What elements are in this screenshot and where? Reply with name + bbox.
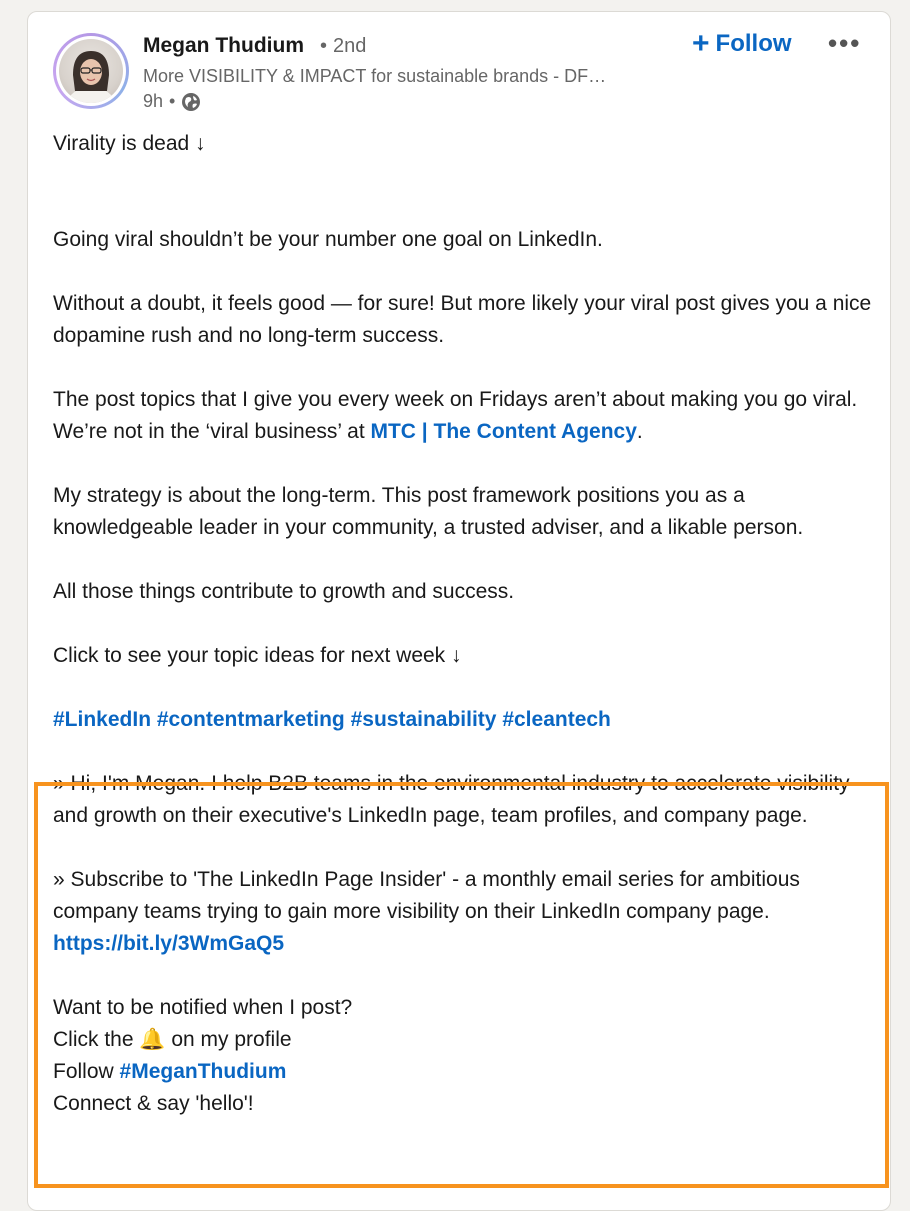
plus-icon: + — [692, 27, 710, 60]
post-line-1: Virality is dead ↓ — [53, 132, 206, 155]
post-paragraph-4: My strategy is about the long-term. This post framework positions you as a knowledgeable leader in your community, a trusted adviser, and a likable person. — [53, 484, 804, 539]
more-options-button[interactable]: ••• — [828, 28, 862, 58]
company-mention-link[interactable]: MTC | The Content Agency — [370, 420, 637, 443]
globe-icon — [181, 92, 201, 112]
post-time: 9h — [143, 91, 164, 111]
degree-label: 2nd — [333, 35, 367, 57]
follow-label: Follow — [715, 30, 792, 57]
post-meta: 9h • — [143, 91, 201, 112]
post-paragraph-1: Going viral shouldn’t be your number one goal on LinkedIn. — [53, 228, 603, 251]
profile-hashtag-link[interactable]: #MeganThudium — [119, 1060, 287, 1083]
newsletter-link[interactable]: https://bit.ly/3WmGaQ5 — [53, 932, 285, 955]
post-paragraph-8: » Subscribe to 'The LinkedIn Page Insider' - a monthly email series for ambitious company teams trying to gain more visibility on their LinkedIn company page. https://bit.ly/3WmGaQ5 — [53, 868, 800, 955]
hashtag-link[interactable]: #contentmarketing — [156, 708, 345, 731]
post-line-12: Connect & say 'hello'! — [53, 1092, 254, 1115]
hashtag-link[interactable]: #sustainability — [350, 708, 497, 731]
hashtags — [53, 704, 873, 736]
highlight-annotation-box — [34, 782, 889, 1188]
post-paragraph-7: » Hi, I'm Megan. I help B2B teams in the environmental industry to accelerate visibility and growth on their executive's LinkedIn page, team profiles, and company page. — [53, 772, 850, 827]
post-line-10: Click the 🔔 on my profile — [53, 1028, 292, 1051]
author-name[interactable]: Megan Thudium — [143, 34, 304, 57]
post-paragraph-6: Click to see your topic ideas for next week ↓ — [53, 644, 462, 667]
post-paragraph-2: Without a doubt, it feels good — for sure! But more likely your viral post gives you a nice dopamine rush and no long-term success. — [53, 292, 872, 347]
post-paragraph-3: The post topics that I give you every week on Fridays aren’t about making you go viral. We’re not in the ‘viral business’ at MTC | The Content Agency. — [53, 388, 858, 443]
hashtag-link[interactable]: #cleantech — [502, 708, 611, 731]
post-line-11: Follow #MeganThudium — [53, 1060, 287, 1083]
follow-button[interactable] — [692, 27, 792, 60]
avatar[interactable] — [53, 33, 129, 109]
profile-photo — [59, 39, 123, 103]
author-headline: More VISIBILITY & IMPACT for sustainable brands - DF… — [143, 66, 607, 86]
connection-degree: • 2nd — [320, 35, 367, 57]
post-paragraph-5: All those things contribute to growth and success. — [53, 580, 515, 603]
bell-icon: 🔔 — [139, 1028, 166, 1051]
hashtag-link[interactable]: #LinkedIn — [53, 708, 152, 731]
post-line-9: Want to be notified when I post? — [53, 996, 353, 1019]
